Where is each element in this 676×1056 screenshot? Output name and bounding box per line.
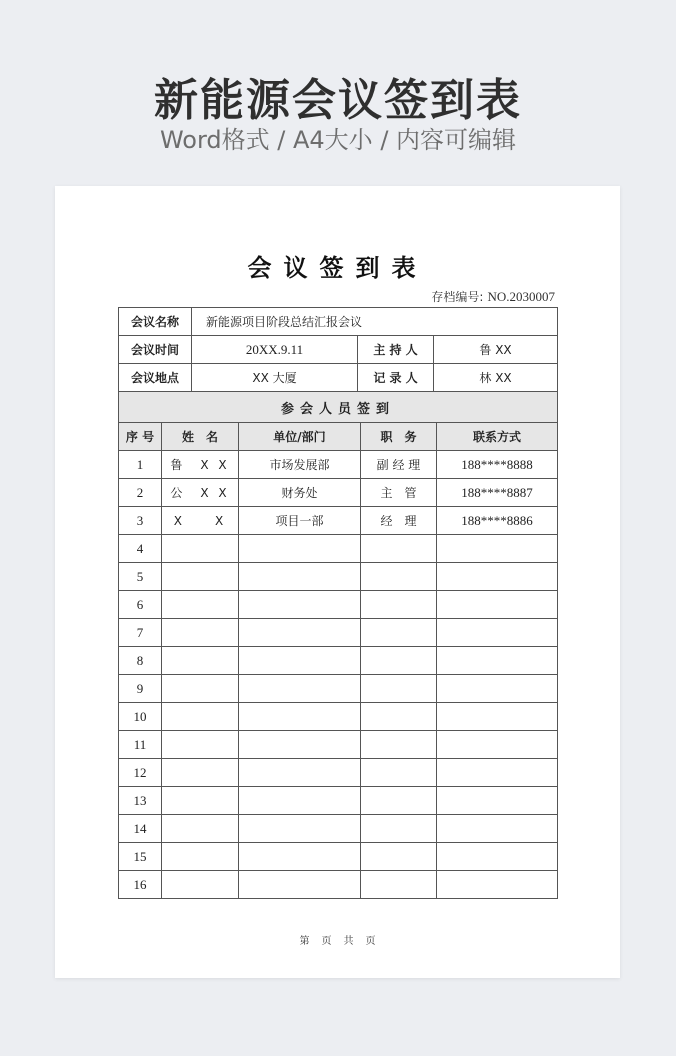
column-header-dept: 单位/部门 [239,423,361,451]
host-value[interactable]: 鲁 XX [434,336,558,364]
attendee-contact[interactable]: 188****8887 [437,479,558,507]
table-row [119,759,558,787]
attendee-contact[interactable] [437,535,558,563]
attendee-dept[interactable]: 财务处 [239,479,361,507]
table-row [119,703,558,731]
attendee-name[interactable] [162,619,239,647]
attendee-dept[interactable] [239,563,361,591]
attendee-contact[interactable] [437,591,558,619]
attendee-position[interactable] [361,675,437,703]
archive-label: 存档编号: [431,290,484,304]
attendee-name[interactable] [162,731,239,759]
attendee-name[interactable] [162,647,239,675]
attendee-contact[interactable] [437,815,558,843]
row-number: 8 [119,647,162,675]
attendee-position[interactable] [361,787,437,815]
table-row [119,619,558,647]
row-number: 3 [119,507,162,535]
row-number: 10 [119,703,162,731]
attendee-table [118,391,558,899]
document-title: 会议签到表 [247,253,428,282]
table-row [119,591,558,619]
page-footer [55,932,620,947]
column-header-name: 姓 名 [162,423,239,451]
attendee-position[interactable] [361,703,437,731]
attendee-contact[interactable]: 188****8888 [437,451,558,479]
table-row [119,871,558,899]
table-row [119,535,558,563]
attendee-name[interactable] [162,675,239,703]
attendee-contact[interactable]: 188****8886 [437,507,558,535]
banner-subtitle: Word格式 / A4大小 / 内容可编辑 [159,126,517,154]
row-number: 6 [119,591,162,619]
attendee-name[interactable] [162,563,239,591]
attendee-contact[interactable] [437,731,558,759]
attendee-contact[interactable] [437,675,558,703]
attendee-contact[interactable] [437,563,558,591]
table-row [119,731,558,759]
table-row [119,675,558,703]
archive-value: NO.2030007 [487,289,555,304]
attendee-dept[interactable]: 市场发展部 [239,451,361,479]
attendee-position[interactable]: 经 理 [361,507,437,535]
table-row [119,507,558,535]
attendee-position[interactable]: 副 经 理 [361,451,437,479]
table-row [119,479,558,507]
attendee-position[interactable]: 主 管 [361,479,437,507]
recorder-label: 记 录 人 [358,364,434,392]
attendee-position[interactable] [361,759,437,787]
attendee-name[interactable] [162,787,239,815]
attendee-name[interactable] [162,535,239,563]
table-row [119,451,558,479]
table-row [119,815,558,843]
attendee-contact[interactable] [437,871,558,899]
row-number: 16 [119,871,162,899]
attendee-dept[interactable] [239,675,361,703]
table-row [119,787,558,815]
meeting-place-value[interactable]: XX 大厦 [192,364,358,392]
attendee-dept[interactable] [239,647,361,675]
meeting-info-table [118,307,558,392]
banner-title: 新能源会议签到表 [154,75,522,126]
meeting-name-label: 会议名称 [119,308,192,336]
attendee-dept[interactable] [239,703,361,731]
attendee-dept[interactable] [239,759,361,787]
attendee-dept[interactable] [239,815,361,843]
row-number: 4 [119,535,162,563]
attendee-name[interactable]: 鲁 X X [162,451,239,479]
footer-of: 页 [321,936,332,947]
attendee-name[interactable] [162,843,239,871]
attendee-dept[interactable] [239,619,361,647]
attendee-name[interactable] [162,759,239,787]
attendee-dept[interactable] [239,843,361,871]
footer-total: 共 [343,936,354,947]
row-number: 1 [119,451,162,479]
row-number: 14 [119,815,162,843]
attendee-dept[interactable] [239,787,361,815]
meeting-place-label: 会议地点 [119,364,192,392]
attendee-position[interactable] [361,843,437,871]
attendee-contact[interactable] [437,647,558,675]
attendee-name[interactable]: 公 X X [162,479,239,507]
attendee-name[interactable] [162,815,239,843]
row-number: 9 [119,675,162,703]
attendee-position[interactable] [361,815,437,843]
footer-pages: 页 [365,936,376,947]
attendee-position[interactable] [361,647,437,675]
attendee-contact[interactable] [437,619,558,647]
host-label: 主 持 人 [358,336,434,364]
document-page [55,186,620,978]
row-number: 13 [119,787,162,815]
meeting-time-label: 会议时间 [119,336,192,364]
attendee-position[interactable] [361,591,437,619]
archive-number [431,288,555,305]
attendee-dept[interactable] [239,731,361,759]
attendee-contact[interactable] [437,787,558,815]
meeting-name-value[interactable]: 新能源项目阶段总结汇报会议 [192,308,558,336]
attendee-position[interactable] [361,731,437,759]
attendee-name[interactable]: X X [162,507,239,535]
attendee-contact[interactable] [437,703,558,731]
attendee-dept[interactable] [239,871,361,899]
attendee-contact[interactable] [437,843,558,871]
row-number: 5 [119,563,162,591]
footer-page: 第 [299,936,310,947]
section-title: 参会人员签到 [119,392,558,423]
column-header-no: 序 号 [119,423,162,451]
attendee-dept[interactable]: 项目一部 [239,507,361,535]
attendee-position[interactable] [361,535,437,563]
attendee-name[interactable] [162,871,239,899]
meeting-time-value[interactable]: 20XX.9.11 [192,336,358,364]
row-number: 11 [119,731,162,759]
table-row [119,647,558,675]
attendee-position[interactable] [361,563,437,591]
column-header-position: 职 务 [361,423,437,451]
row-number: 15 [119,843,162,871]
row-number: 7 [119,619,162,647]
attendee-name[interactable] [162,703,239,731]
column-header-contact: 联系方式 [437,423,558,451]
table-row [119,843,558,871]
row-number: 12 [119,759,162,787]
attendee-dept[interactable] [239,591,361,619]
attendee-name[interactable] [162,591,239,619]
attendee-position[interactable] [361,871,437,899]
attendee-dept[interactable] [239,535,361,563]
attendee-position[interactable] [361,619,437,647]
attendee-contact[interactable] [437,759,558,787]
row-number: 2 [119,479,162,507]
table-row [119,563,558,591]
recorder-value[interactable]: 林 XX [434,364,558,392]
